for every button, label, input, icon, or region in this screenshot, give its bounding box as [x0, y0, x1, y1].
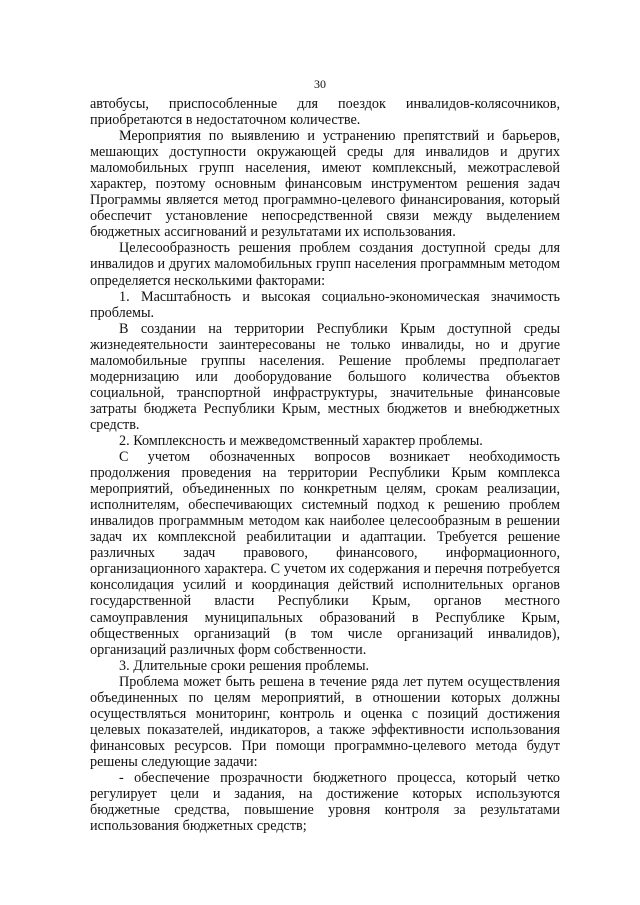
paragraph-factor-1: В создании на территории Республики Крым доступной среды жизнедеятельности заинтересованы не только инвалиды, но и другие маломобильные группы населения. Решение проблемы предполагает модернизацию или дооборудование большого количества объектов социальной, транспортной инфраструктуры, значительные финансовые затраты бюджета Республики Крым, местных бюджетов и внебюджетных средств.: [90, 320, 560, 433]
list-item-budget-transparency: - обеспечение прозрачности бюджетного процесса, который четко регулирует цели и задания, на достижение которых используются бюджетные средства, повышение уровня контроля за результатами использования бюджетных средств;: [90, 769, 560, 835]
factor-1-heading: 1. Масштабность и высокая социально-экономическая значимость проблемы.: [90, 288, 560, 321]
paragraph-barriers-measures: Мероприятия по выявлению и устранению препятствий и барьеров, мешающих доступности окружающей среды для инвалидов и других маломобильных групп населения, имеют комплексный, межотраслевой характер, поэтому основным финансовым инструментом решения задач Программы является метод программно-целевого финансирования, который обеспечит установление непосредственной связи между выделением бюджетных ассигнований и результатами их использования.: [90, 128, 560, 241]
paragraph-continuation: автобусы, приспособленные для поездок инвалидов-колясочников, приобретаются в недостаточном количестве.: [90, 96, 560, 129]
body-text: [90, 96, 560, 834]
paragraph-factor-2: С учетом обозначенных вопросов возникает необходимость продолжения проведения на территории Республики Крым комплекса мероприятий, объединенных по конкретным целям, срокам реализации, исполнителям, обеспечивающих системный подход к решению проблем инвалидов программным методом как наиболее целесообразным в решении задач их комплексной реабилитации и адаптации. Требуется решение различных задач правового, финансового, информационного, организационного характера. С учетом их содержания и перечня потребуется консолидация усилий и координация действий исполнительных органов государственной власти Республики Крым, органов местного самоуправления муниципальных образований в Республике Крым, общественных организаций (в том числе организаций инвалидов), организаций различных форм собственности.: [90, 449, 560, 658]
factor-2-heading: 2. Комплексность и межведомственный характер проблемы.: [119, 432, 483, 449]
page-number: 30: [314, 77, 326, 91]
paragraph-program-method: Целесообразность решения проблем создания доступной среды для инвалидов и других маломобильных групп населения программным методом определяется несколькими факторами:: [90, 240, 560, 289]
paragraph-factor-3: Проблема может быть решена в течение ряда лет путем осуществления объединенных по целям мероприятий, в отношении которых должны осуществляться мониторинг, контроль и оценка с позиций достижения целевых показателей, индикаторов, а также эффективности использования финансовых ресурсов. При помощи программно-целевого метода будут решены следующие задачи:: [90, 673, 560, 770]
factor-3-heading: 3. Длительные сроки решения проблемы.: [119, 657, 370, 674]
